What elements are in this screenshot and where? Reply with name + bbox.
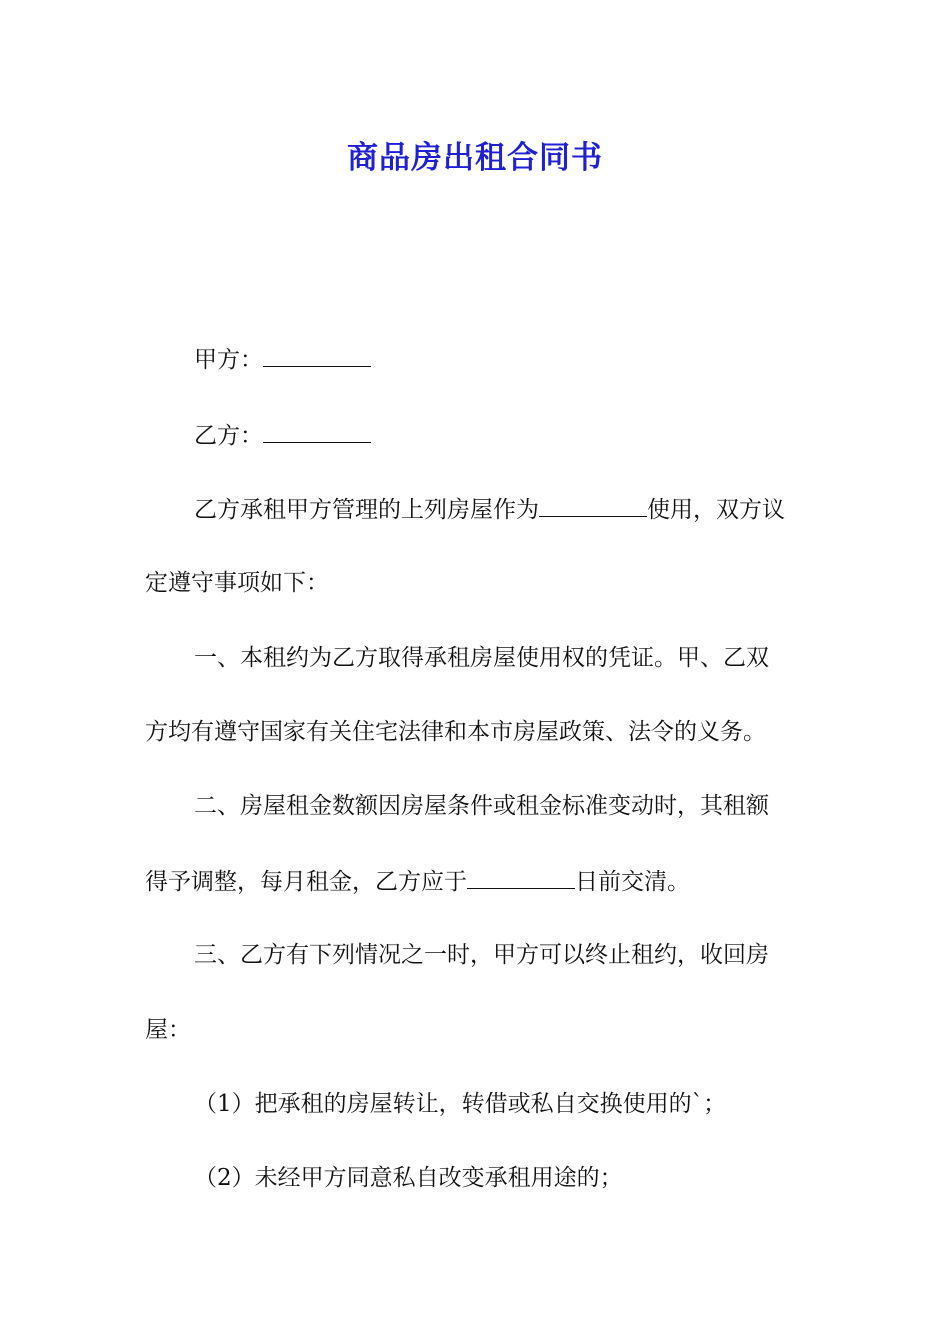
clause-1-line-2: 方均有遵守国家有关住宅法律和本市房屋政策、法令的义务。: [145, 719, 766, 745]
intro-line-1: [194, 494, 785, 525]
intro-text-2: 使用，双方议: [647, 497, 785, 523]
intro-line-2: 定遵守事项如下：: [145, 570, 329, 596]
clause-1-line-1: 一、本租约为乙方取得承租房屋使用权的凭证。甲、乙双: [194, 645, 769, 671]
document-title: 商品房出租合同书: [347, 140, 603, 176]
intro-text-1: 乙方承租甲方管理的上列房屋作为: [194, 497, 539, 523]
clause-3-item-2: （2）未经甲方同意私自改变承租用途的；: [194, 1165, 623, 1191]
clause-3-line-2: 屋：: [145, 1017, 191, 1043]
party-b-label: 乙方：: [194, 423, 263, 449]
party-a-label: 甲方：: [194, 347, 263, 373]
clause-2-text-2: 日前交清。: [575, 869, 690, 895]
clause-3-line-1: 三、乙方有下列情况之一时，甲方可以终止租约，收回房: [194, 942, 769, 968]
party-a-blank: [263, 344, 371, 367]
usage-blank: [539, 494, 647, 517]
clause-2-text-1: 得予调整，每月租金，乙方应于: [145, 869, 467, 895]
rent-due-blank: [467, 866, 575, 889]
party-a-line: [194, 344, 371, 375]
clause-2-line-2: [145, 866, 690, 897]
clause-2-line-1: 二、房屋租金数额因房屋条件或租金标准变动时，其租额: [194, 793, 769, 819]
party-b-blank: [263, 420, 371, 443]
party-b-line: [194, 420, 371, 451]
clause-3-item-1: （1）把承租的房屋转让，转借或私自交换使用的`；: [194, 1091, 727, 1117]
